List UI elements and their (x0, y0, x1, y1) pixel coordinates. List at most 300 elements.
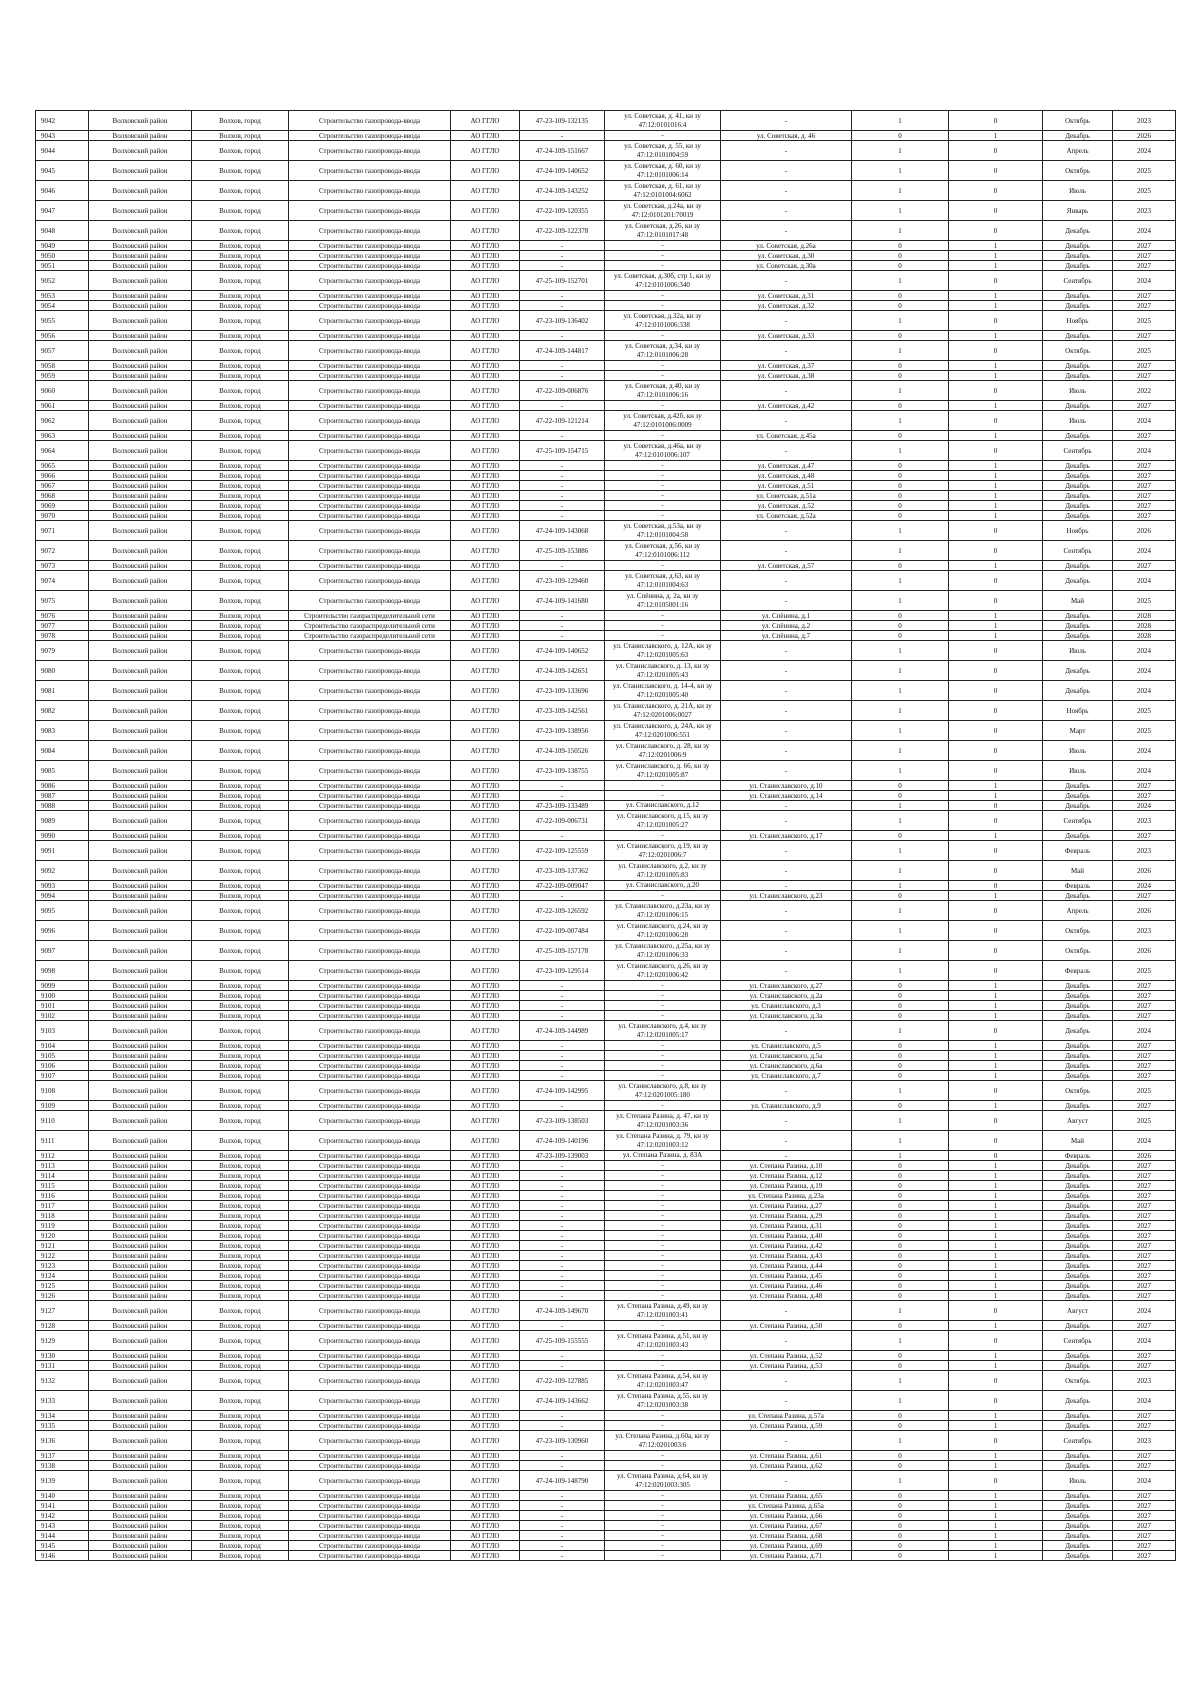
operator-cell: АО ГГЛО (451, 1551, 520, 1561)
settlement-cell: Волхов, город (192, 461, 289, 471)
year-cell: 2027 (1113, 511, 1176, 521)
district-cell: Волховский район (89, 1431, 192, 1451)
work-type-cell: Строительство газопровода-ввода (289, 1001, 451, 1011)
connected-count-cell: 1 (852, 961, 949, 981)
table-row (36, 1041, 1176, 1051)
application-number-cell: 47-24-109-142995 (520, 1081, 605, 1101)
cadastral-address-cell: ул. Советская, д.53а, кн зу 47:12:0101004:58 (605, 521, 721, 541)
connected-count-cell: 0 (852, 401, 949, 411)
year-cell: 2027 (1113, 981, 1176, 991)
month-cell: Февраль (1043, 1151, 1113, 1161)
table-row (36, 311, 1176, 331)
planned-address-cell: ул. Степана Разина, д.67 (721, 1521, 852, 1531)
month-cell: Декабрь (1043, 1191, 1113, 1201)
district-cell: Волховский район (89, 1361, 192, 1371)
application-number-cell: 47-23-109-130960 (520, 1431, 605, 1451)
year-cell: 2026 (1113, 131, 1176, 141)
operator-cell: АО ГГЛО (451, 1491, 520, 1501)
planned-count-cell: 0 (949, 861, 1043, 881)
planned-address-cell: - (721, 1151, 852, 1161)
application-number-cell: - (520, 1281, 605, 1291)
planned-count-cell: 1 (949, 501, 1043, 511)
row-number: 9113 (36, 1161, 89, 1171)
planned-count-cell: 1 (949, 1231, 1043, 1241)
cadastral-address-cell: - (605, 431, 721, 441)
district-cell: Волховский район (89, 1331, 192, 1351)
district-cell: Волховский район (89, 1181, 192, 1191)
application-number-cell: 47-23-109-129460 (520, 571, 605, 591)
month-cell: Декабрь (1043, 791, 1113, 801)
district-cell: Волховский район (89, 1541, 192, 1551)
work-type-cell: Строительство газопровода-ввода (289, 291, 451, 301)
planned-count-cell: 1 (949, 1001, 1043, 1011)
settlement-cell: Волхов, город (192, 1521, 289, 1531)
table-row (36, 811, 1176, 831)
application-number-cell: 47-23-109-133696 (520, 681, 605, 701)
table-row (36, 1081, 1176, 1101)
planned-address-cell: ул. Степана Разина, д.31 (721, 1221, 852, 1231)
row-number: 9092 (36, 861, 89, 881)
operator-cell: АО ГГЛО (451, 621, 520, 631)
year-cell: 2025 (1113, 1111, 1176, 1131)
settlement-cell: Волхов, город (192, 1261, 289, 1271)
cadastral-address-cell: - (605, 1461, 721, 1471)
month-cell: Декабрь (1043, 1041, 1113, 1051)
connected-count-cell: 0 (852, 1231, 949, 1241)
operator-cell: АО ГГЛО (451, 1081, 520, 1101)
planned-address-cell: ул. Спëнина, д.1 (721, 611, 852, 621)
table-row (36, 1321, 1176, 1331)
year-cell: 2027 (1113, 501, 1176, 511)
district-cell: Волховский район (89, 1111, 192, 1131)
cadastral-address-cell: - (605, 1211, 721, 1221)
cadastral-address-cell: - (605, 1101, 721, 1111)
planned-count-cell: 0 (949, 591, 1043, 611)
row-number: 9115 (36, 1181, 89, 1191)
operator-cell: АО ГГЛО (451, 591, 520, 611)
cadastral-address-cell: - (605, 1271, 721, 1281)
cadastral-address-cell: ул. Станиславского, д. 13, кн зу 47:12:0201005:43 (605, 661, 721, 681)
cadastral-address-cell: - (605, 1171, 721, 1181)
cadastral-address-cell: - (605, 991, 721, 1001)
table-row (36, 1181, 1176, 1191)
planned-count-cell: 1 (949, 1041, 1043, 1051)
table-row (36, 781, 1176, 791)
settlement-cell: Волхов, город (192, 701, 289, 721)
planned-count-cell: 1 (949, 1271, 1043, 1281)
year-cell: 2028 (1113, 631, 1176, 641)
application-number-cell: - (520, 561, 605, 571)
month-cell: Декабрь (1043, 1461, 1113, 1471)
work-type-cell: Строительство газопровода-ввода (289, 1531, 451, 1541)
planned-address-cell: ул. Советская, д.31 (721, 291, 852, 301)
settlement-cell: Волхов, город (192, 941, 289, 961)
year-cell: 2027 (1113, 301, 1176, 311)
table-row (36, 261, 1176, 271)
settlement-cell: Волхов, город (192, 1531, 289, 1541)
settlement-cell: Волхов, город (192, 1491, 289, 1501)
row-number: 9046 (36, 181, 89, 201)
month-cell: Декабрь (1043, 501, 1113, 511)
cadastral-address-cell: ул. Станиславского, д.19, кн зу 47:12:0201006:7 (605, 841, 721, 861)
district-cell: Волховский район (89, 1081, 192, 1101)
cadastral-address-cell: ул. Станиславского, д.8, кн зу 47:12:0201005:180 (605, 1081, 721, 1101)
work-type-cell: Строительство газопровода-ввода (289, 301, 451, 311)
application-number-cell: - (520, 251, 605, 261)
connected-count-cell: 0 (852, 1181, 949, 1191)
connected-count-cell: 1 (852, 161, 949, 181)
settlement-cell: Волхов, город (192, 1151, 289, 1161)
settlement-cell: Волхов, город (192, 881, 289, 891)
year-cell: 2027 (1113, 991, 1176, 1001)
application-number-cell: - (520, 781, 605, 791)
planned-count-cell: 1 (949, 1491, 1043, 1501)
row-number: 9141 (36, 1501, 89, 1511)
application-number-cell: - (520, 1271, 605, 1281)
year-cell: 2024 (1113, 761, 1176, 781)
operator-cell: АО ГГЛО (451, 1301, 520, 1321)
row-number: 9072 (36, 541, 89, 561)
operator-cell: АО ГГЛО (451, 1351, 520, 1361)
month-cell: Сентябрь (1043, 811, 1113, 831)
year-cell: 2027 (1113, 1321, 1176, 1331)
settlement-cell: Волхов, город (192, 1301, 289, 1321)
year-cell: 2027 (1113, 1001, 1176, 1011)
year-cell: 2027 (1113, 1501, 1176, 1511)
planned-count-cell: 1 (949, 1011, 1043, 1021)
work-type-cell: Строительство газопровода-ввода (289, 1291, 451, 1301)
operator-cell: АО ГГЛО (451, 681, 520, 701)
planned-address-cell: ул. Станиславского, д.3а (721, 1011, 852, 1021)
district-cell: Волховский район (89, 251, 192, 261)
row-number: 9060 (36, 381, 89, 401)
table-row (36, 291, 1176, 301)
operator-cell: АО ГГЛО (451, 811, 520, 831)
application-number-cell: - (520, 1551, 605, 1561)
row-number: 9130 (36, 1351, 89, 1361)
settlement-cell: Волхов, город (192, 831, 289, 841)
application-number-cell: 47-22-109-127885 (520, 1371, 605, 1391)
month-cell: Декабрь (1043, 631, 1113, 641)
cadastral-address-cell: - (605, 501, 721, 511)
cadastral-address-cell: ул. Степана Разина, д.54, кн зу 47:12:0201003:47 (605, 1371, 721, 1391)
work-type-cell: Строительство газопровода-ввода (289, 1051, 451, 1061)
planned-address-cell: ул. Степана Разина, д.44 (721, 1261, 852, 1271)
connected-count-cell: 1 (852, 1301, 949, 1321)
cadastral-address-cell: ул. Советская, д. 41, кн зу 47:12:0101016:4 (605, 111, 721, 131)
year-cell: 2027 (1113, 1461, 1176, 1471)
table-row (36, 891, 1176, 901)
cadastral-address-cell: - (605, 1071, 721, 1081)
planned-count-cell: 0 (949, 1151, 1043, 1161)
cadastral-address-cell: ул. Станиславского, д.24, кн зу 47:12:0201006:28 (605, 921, 721, 941)
application-number-cell: - (520, 501, 605, 511)
year-cell: 2027 (1113, 1211, 1176, 1221)
work-type-cell: Строительство газопровода-ввода (289, 1081, 451, 1101)
settlement-cell: Волхов, город (192, 631, 289, 641)
settlement-cell: Волхов, город (192, 981, 289, 991)
cadastral-address-cell: ул. Советская, д.40, кн зу 47:12:0101006:16 (605, 381, 721, 401)
cadastral-address-cell: ул. Советская, д.42б, кн зу 47:12:0101006:0009 (605, 411, 721, 431)
district-cell: Волховский район (89, 811, 192, 831)
year-cell: 2027 (1113, 291, 1176, 301)
table-row (36, 401, 1176, 411)
row-number: 9138 (36, 1461, 89, 1471)
table-row (36, 141, 1176, 161)
district-cell: Волховский район (89, 961, 192, 981)
application-number-cell: - (520, 1511, 605, 1521)
work-type-cell: Строительство газопровода-ввода (289, 901, 451, 921)
year-cell: 2023 (1113, 841, 1176, 861)
row-number: 9045 (36, 161, 89, 181)
row-number: 9083 (36, 721, 89, 741)
table-row (36, 561, 1176, 571)
application-number-cell: - (520, 621, 605, 631)
connected-count-cell: 0 (852, 1461, 949, 1471)
operator-cell: АО ГГЛО (451, 1161, 520, 1171)
connected-count-cell: 0 (852, 1191, 949, 1201)
table-row (36, 1501, 1176, 1511)
work-type-cell: Строительство газопровода-ввода (289, 861, 451, 881)
connected-count-cell: 1 (852, 1391, 949, 1411)
connected-count-cell: 0 (852, 781, 949, 791)
month-cell: Декабрь (1043, 1021, 1113, 1041)
operator-cell: АО ГГЛО (451, 961, 520, 981)
row-number: 9118 (36, 1211, 89, 1221)
year-cell: 2027 (1113, 1351, 1176, 1361)
work-type-cell: Строительство газопровода-ввода (289, 741, 451, 761)
connected-count-cell: 1 (852, 591, 949, 611)
operator-cell: АО ГГЛО (451, 901, 520, 921)
cadastral-address-cell: ул. Советская, д. 61, кн зу 47:12:0101004:6062 (605, 181, 721, 201)
connected-count-cell: 0 (852, 371, 949, 381)
district-cell: Волховский район (89, 781, 192, 791)
year-cell: 2027 (1113, 1451, 1176, 1461)
cadastral-address-cell: - (605, 261, 721, 271)
planned-count-cell: 0 (949, 141, 1043, 161)
application-number-cell: - (520, 261, 605, 271)
district-cell: Волховский район (89, 441, 192, 461)
planned-address-cell: ул. Советская, д.26а (721, 241, 852, 251)
settlement-cell: Волхов, город (192, 1001, 289, 1011)
application-number-cell: - (520, 981, 605, 991)
operator-cell: АО ГГЛО (451, 571, 520, 591)
operator-cell: АО ГГЛО (451, 401, 520, 411)
month-cell: Декабрь (1043, 401, 1113, 411)
table-row (36, 1161, 1176, 1171)
month-cell: Декабрь (1043, 1501, 1113, 1511)
planned-count-cell: 1 (949, 831, 1043, 841)
planned-count-cell: 0 (949, 921, 1043, 941)
settlement-cell: Волхов, город (192, 131, 289, 141)
work-type-cell: Строительство газопровода-ввода (289, 561, 451, 571)
row-number: 9084 (36, 741, 89, 761)
year-cell: 2024 (1113, 271, 1176, 291)
year-cell: 2027 (1113, 1271, 1176, 1281)
row-number: 9104 (36, 1041, 89, 1051)
year-cell: 2027 (1113, 1511, 1176, 1521)
month-cell: Декабрь (1043, 1161, 1113, 1171)
planned-count-cell: 1 (949, 781, 1043, 791)
planned-count-cell: 1 (949, 1201, 1043, 1211)
month-cell: Октябрь (1043, 1081, 1113, 1101)
operator-cell: АО ГГЛО (451, 761, 520, 781)
planned-address-cell: ул. Степана Разина, д.62 (721, 1461, 852, 1471)
month-cell: Июль (1043, 761, 1113, 781)
planned-address-cell: - (721, 181, 852, 201)
settlement-cell: Волхов, город (192, 311, 289, 331)
table-body (36, 111, 1176, 1561)
row-number: 9070 (36, 511, 89, 521)
month-cell: Декабрь (1043, 1061, 1113, 1071)
table-row (36, 631, 1176, 641)
planned-count-cell: 1 (949, 1551, 1043, 1561)
work-type-cell: Строительство газораспределительной сети (289, 631, 451, 641)
application-number-cell: - (520, 1411, 605, 1421)
connected-count-cell: 1 (852, 721, 949, 741)
planned-address-cell: - (721, 941, 852, 961)
application-number-cell: 47-24-109-142651 (520, 661, 605, 681)
year-cell: 2024 (1113, 801, 1176, 811)
row-number: 9077 (36, 621, 89, 631)
connected-count-cell: 1 (852, 141, 949, 161)
cadastral-address-cell: ул. Советская, д.56, кн зу 47:12:0101006:112 (605, 541, 721, 561)
district-cell: Волховский район (89, 1251, 192, 1261)
planned-address-cell: ул. Советская, д.33 (721, 331, 852, 341)
row-number: 9133 (36, 1391, 89, 1411)
month-cell: Апрель (1043, 901, 1113, 921)
table-row (36, 1451, 1176, 1461)
connected-count-cell: 1 (852, 181, 949, 201)
district-cell: Волховский район (89, 1231, 192, 1241)
table-row (36, 131, 1176, 141)
district-cell: Волховский район (89, 1391, 192, 1411)
cadastral-address-cell: - (605, 1061, 721, 1071)
year-cell: 2027 (1113, 1281, 1176, 1291)
planned-count-cell: 1 (949, 561, 1043, 571)
table-row (36, 1431, 1176, 1451)
work-type-cell: Строительство газопровода-ввода (289, 1131, 451, 1151)
month-cell: Декабрь (1043, 1541, 1113, 1551)
planned-address-cell: ул. Степана Разина, д.19 (721, 1181, 852, 1191)
connected-count-cell: 0 (852, 1491, 949, 1501)
planned-address-cell: ул. Советская, д.42 (721, 401, 852, 411)
year-cell: 2027 (1113, 251, 1176, 261)
planned-address-cell: ул. Степана Разина, д.52 (721, 1351, 852, 1361)
month-cell: Февраль (1043, 881, 1113, 891)
table-row (36, 221, 1176, 241)
cadastral-address-cell: - (605, 791, 721, 801)
operator-cell: АО ГГЛО (451, 721, 520, 741)
connected-count-cell: 0 (852, 511, 949, 521)
cadastral-address-cell: ул. Степана Разина, д.51, кн зу 47:12:0201003:43 (605, 1331, 721, 1351)
operator-cell: АО ГГЛО (451, 1011, 520, 1021)
settlement-cell: Волхов, город (192, 411, 289, 431)
work-type-cell: Строительство газопровода-ввода (289, 411, 451, 431)
month-cell: Сентябрь (1043, 271, 1113, 291)
cadastral-address-cell: ул. Советская, д.26, кн зу 47:12:0101017:48 (605, 221, 721, 241)
planned-count-cell: 1 (949, 991, 1043, 1001)
year-cell: 2023 (1113, 921, 1176, 941)
operator-cell: АО ГГЛО (451, 461, 520, 471)
planned-count-cell: 0 (949, 901, 1043, 921)
settlement-cell: Волхов, город (192, 301, 289, 311)
table-row (36, 701, 1176, 721)
district-cell: Волховский район (89, 861, 192, 881)
row-number: 9068 (36, 491, 89, 501)
settlement-cell: Волхов, город (192, 811, 289, 831)
planned-count-cell: 1 (949, 1261, 1043, 1271)
settlement-cell: Волхов, город (192, 571, 289, 591)
connected-count-cell: 1 (852, 341, 949, 361)
planned-address-cell: ул. Степана Разина, д.27 (721, 1201, 852, 1211)
operator-cell: АО ГГЛО (451, 361, 520, 371)
application-number-cell: 47-22-109-006731 (520, 811, 605, 831)
application-number-cell: - (520, 1041, 605, 1051)
month-cell: Июль (1043, 411, 1113, 431)
table-row (36, 941, 1176, 961)
district-cell: Волховский район (89, 881, 192, 891)
connected-count-cell: 0 (852, 1261, 949, 1271)
planned-address-cell: ул. Степана Разина, д.10 (721, 1161, 852, 1171)
row-number: 9101 (36, 1001, 89, 1011)
planned-count-cell: 0 (949, 881, 1043, 891)
month-cell: Октябрь (1043, 1371, 1113, 1391)
settlement-cell: Волхов, город (192, 1391, 289, 1411)
work-type-cell: Строительство газопровода-ввода (289, 891, 451, 901)
month-cell: Май (1043, 591, 1113, 611)
connected-count-cell: 0 (852, 1241, 949, 1251)
work-type-cell: Строительство газопровода-ввода (289, 921, 451, 941)
operator-cell: АО ГГЛО (451, 831, 520, 841)
table-row (36, 661, 1176, 681)
month-cell: Март (1043, 721, 1113, 741)
planned-count-cell: 1 (949, 1351, 1043, 1361)
settlement-cell: Волхов, город (192, 491, 289, 501)
application-number-cell: 47-23-109-139003 (520, 1151, 605, 1161)
month-cell: Декабрь (1043, 681, 1113, 701)
planned-address-cell: - (721, 141, 852, 161)
connected-count-cell: 0 (852, 481, 949, 491)
operator-cell: АО ГГЛО (451, 631, 520, 641)
planned-address-cell: - (721, 1331, 852, 1351)
settlement-cell: Волхов, город (192, 761, 289, 781)
planned-address-cell: ул. Станиславского, д.5а (721, 1051, 852, 1061)
month-cell: Декабрь (1043, 1051, 1113, 1061)
month-cell: Сентябрь (1043, 1431, 1113, 1451)
cadastral-address-cell: - (605, 1191, 721, 1201)
application-number-cell: - (520, 491, 605, 501)
district-cell: Волховский район (89, 561, 192, 571)
district-cell: Волховский район (89, 641, 192, 661)
row-number: 9105 (36, 1051, 89, 1061)
month-cell: Декабрь (1043, 1421, 1113, 1431)
district-cell: Волховский район (89, 1531, 192, 1541)
table-row (36, 1051, 1176, 1061)
operator-cell: АО ГГЛО (451, 791, 520, 801)
application-number-cell: - (520, 1261, 605, 1271)
cadastral-address-cell: - (605, 1551, 721, 1561)
cadastral-address-cell: - (605, 1221, 721, 1231)
settlement-cell: Волхов, город (192, 111, 289, 131)
settlement-cell: Волхов, город (192, 1551, 289, 1561)
work-type-cell: Строительство газопровода-ввода (289, 1241, 451, 1251)
month-cell: Декабрь (1043, 1411, 1113, 1421)
district-cell: Волховский район (89, 1511, 192, 1521)
planned-count-cell: 1 (949, 1051, 1043, 1061)
planned-address-cell: ул. Советская, д.52 (721, 501, 852, 511)
connected-count-cell: 0 (852, 991, 949, 1001)
